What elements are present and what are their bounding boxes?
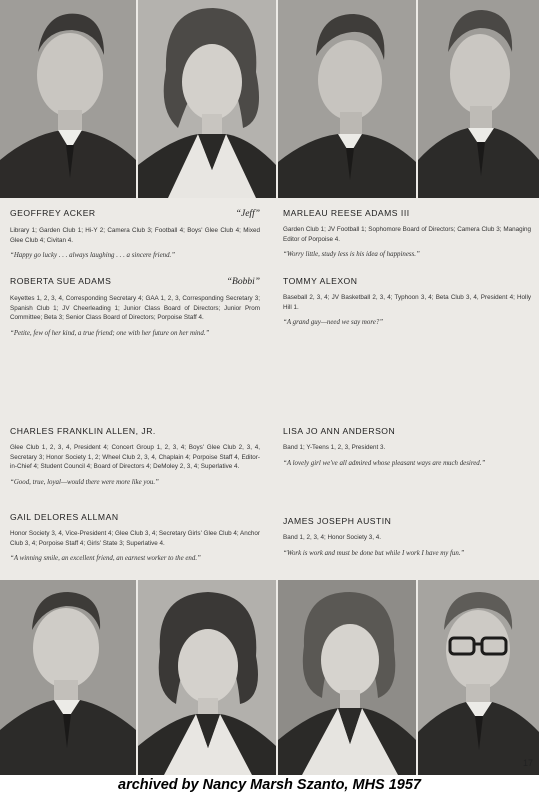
photo-marleau-reese-adams bbox=[278, 0, 416, 198]
student-activities: Honor Society 3, 4, Vice-President 4; Glee Club 3, 4; Secretary Girls' Glee Club 4; Anchor Club 3, 4; Porpoise Staff 4; Girls' State 3; Superlative 4. bbox=[10, 530, 260, 547]
entry-james-joseph-austin bbox=[283, 516, 531, 558]
photo-tommy-alexon bbox=[418, 0, 539, 198]
student-activities: Baseball 2, 3, 4; JV Basketball 2, 3, 4; Typhoon 3, 4; Beta Club 3, 4, President 4; Holly Hill 1. bbox=[283, 294, 531, 311]
student-quote: “A winning smile, an excellent friend, an earnest worker to the end.” bbox=[10, 555, 201, 563]
student-name: MARLEAU REESE ADAMS III bbox=[283, 208, 410, 218]
student-name: TOMMY ALEXON bbox=[283, 276, 358, 286]
entry-geoffrey-acker bbox=[10, 208, 260, 260]
student-nickname: “Jeff” bbox=[235, 209, 260, 219]
entry-charles-franklin-allen bbox=[10, 426, 260, 487]
photo-charles-franklin-allen bbox=[0, 580, 136, 775]
student-name: GAIL DELORES ALLMAN bbox=[10, 512, 119, 522]
student-quote: “Petite, few of her kind, a true friend; one with her future on her mind.” bbox=[10, 329, 210, 337]
photo-james-joseph-austin bbox=[418, 580, 539, 775]
student-name: ROBERTA SUE ADAMS bbox=[10, 276, 112, 286]
entry-tommy-alexon bbox=[283, 276, 531, 327]
student-quote: “Happy go lucky . . . always laughing . . . a sincere friend.” bbox=[10, 252, 176, 260]
photo-roberta-sue-adams bbox=[138, 0, 276, 198]
student-quote: “Good, true, loyal—would there were more like you.” bbox=[10, 478, 159, 486]
student-name: LISA JO ANN ANDERSON bbox=[283, 426, 396, 436]
student-nickname: “Bobbi” bbox=[226, 277, 260, 287]
student-activities: Band 1; Y-Teens 1, 2, 3, President 3. bbox=[283, 444, 386, 451]
student-activities: Library 1; Garden Club 1; Hi-Y 2; Camera Club 3; Football 4; Boys' Glee Club 4; Mixed Glee Club 4; Civitan 4. bbox=[10, 227, 260, 244]
entry-lisa-jo-ann-anderson bbox=[283, 426, 531, 468]
student-activities: Keyettes 1, 2, 3, 4, Corresponding Secretary 4; GAA 1, 2, 3, Corresponding Secretary 3; Spanish Club 1; JV Cheerleading 1; Junior Class Board of Directors; Junior Prom Committee; Beta 3; Senior Class Board of Directors; Porpoise Staff 4. bbox=[10, 295, 260, 322]
student-quote: “A lovely girl we've all admired whose pleasant ways are much desired.” bbox=[283, 459, 486, 467]
photo-gail-delores-allman bbox=[278, 580, 416, 775]
entry-roberta-sue-adams bbox=[10, 276, 260, 338]
student-quote: “Worry little, study less is his idea of happiness.” bbox=[283, 251, 420, 259]
photo-geoffrey-acker bbox=[0, 0, 136, 198]
student-name: JAMES JOSEPH AUSTIN bbox=[283, 516, 392, 526]
photo-lisa-jo-ann-anderson bbox=[138, 580, 276, 775]
student-activities: Garden Club 1; JV Football 1; Sophomore Board of Directors; Camera Club 3; Managing Editor of Porpoise 4. bbox=[283, 226, 531, 243]
student-quote: “A grand guy—need we say more?” bbox=[283, 319, 384, 327]
page-number: 17 bbox=[522, 758, 533, 768]
student-activities: Band 1, 2, 3, 4; Honor Society 3, 4. bbox=[283, 534, 382, 541]
entry-gail-delores-allman bbox=[10, 512, 260, 563]
entry-marleau-reese-adams bbox=[283, 208, 531, 259]
archive-caption: archived by Nancy Marsh Szanto, MHS 1957 bbox=[118, 777, 421, 793]
student-activities: Glee Club 1, 2, 3, 4, President 4; Concert Group 1, 2, 3, 4; Boys' Glee Club 2, 3, 4, Secretary 3; Honor Society 1, 2; Wheel Club 2, 3, 4, Chaplain 4; Porpoise Staff 4, Editor-in-Chief 4; Student Council 4; Board of Directors 4; DeMoley 2, 3, 4; Superlative 4. bbox=[10, 444, 260, 471]
student-name: GEOFFREY ACKER bbox=[10, 208, 96, 218]
student-quote: “Work is work and must be done but while I work I have my fun.” bbox=[283, 549, 465, 557]
student-name: CHARLES FRANKLIN ALLEN, JR. bbox=[10, 426, 156, 436]
